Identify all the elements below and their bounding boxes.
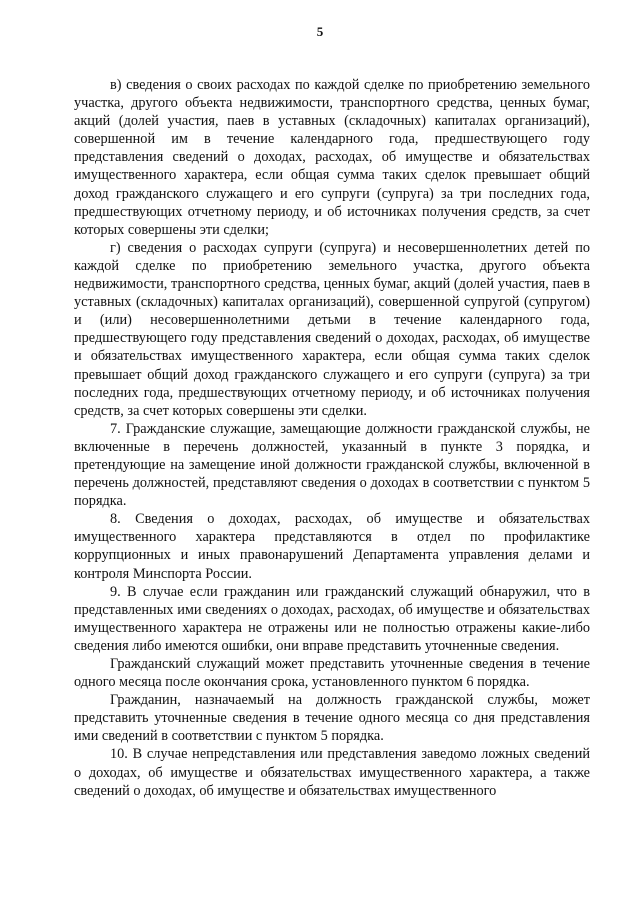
paragraph-g: г) сведения о расходах супруги (супруга) и несовершеннолетних детей по каждой сделке по приобретению земельного участка, другого объекта недвижимости, транспортного средства, ценных бумаг, акций (долей участия, паев в уставных (складочных) капиталах организаций), совершенной супругой (супругом) и (или) несовершеннолетними детьми в течение календарного года, предшествующего году представления сведений о доходах, расходах, об имуществе и обязательствах имущественного характера, если общая сумма таких сделок превышает общий доход гражданского служащего и его супруги (супруга) за три последних года, предшествующих отчетному периоду, и об источниках получения средств, за счет которых совершены эти сделки. [74, 239, 590, 419]
document-body [74, 76, 590, 800]
paragraph-9-citizen: Гражданин, назначаемый на должность гражданской службы, может представить уточненные сведения в течение одного месяца со дня представления ими сведений в соответствии с пунктом 5 порядка. [74, 692, 590, 745]
paragraph-v: в) сведения о своих расходах по каждой сделке по приобретению земельного участка, другого объекта недвижимости, транспортного средства, ценных бумаг, акций (долей участия, паев в уставных (складочных) капиталах организаций), совершенной им в течение календарного года, предшествующего году представления сведений о доходах, расходах, об имуществе и обязательствах имущественного характера, если общая сумма таких сделок превышает общий доход гражданского служащего и его супруги (супруга) за три последних года, предшествующих отчетному периоду, и об источниках получения средств, за счет которых совершены эти сделки; [74, 77, 590, 238]
paragraph-9: 9. В случае если гражданин или гражданский служащий обнаружил, что в представленных ими сведениях о доходах, расходах, об имуществе и обязательствах имущественного характера не отражены или не полностью отражены какие-либо сведения либо имеются ошибки, они вправе представить уточненные сведения. [74, 583, 590, 654]
paragraph-7: 7. Гражданские служащие, замещающие должности гражданской службы, не включенные в перечень должностей, указанный в пункте 3 порядка, и претендующие на замещение иной должности гражданской службы, включенной в перечень должностей, представляют сведения о доходах в соответствии с пунктом 5 порядка. [74, 420, 590, 510]
paragraph-10: 10. В случае непредставления или представления заведомо ложных сведений о доходах, об имуществе и обязательствах имущественного характера, а также сведений о доходах, об имуществе и обязательствах имущественного [74, 746, 590, 799]
paragraph-8: 8. Сведения о доходах, расходах, об имуществе и обязательствах имущественного характера представляются в отдел по профилактике коррупционных и иных правонарушений Департамента управления делами и контроля Минспорта России. [74, 511, 590, 582]
page-number: 5 [316, 24, 324, 39]
paragraph-9-civil-servant: Гражданский служащий может представить уточненные сведения в течение одного месяца после окончания срока, установленного пунктом 6 порядка. [74, 656, 590, 691]
